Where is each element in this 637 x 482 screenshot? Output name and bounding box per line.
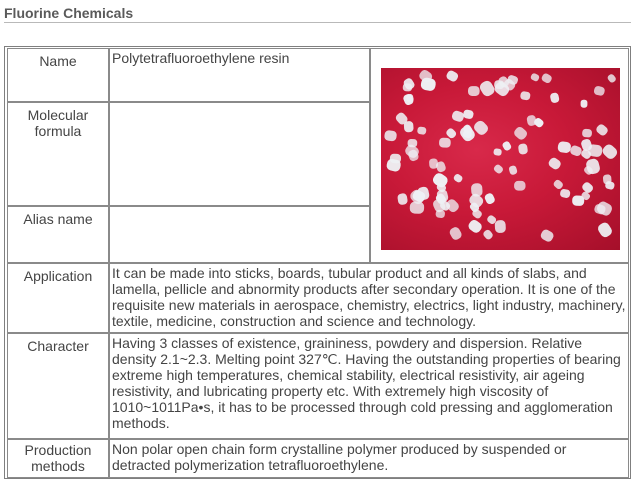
granule [539,228,555,243]
granule [403,83,413,91]
molecular-formula-value-cell [109,102,370,206]
granule [569,144,583,157]
granule [581,100,588,108]
granule [552,179,564,191]
granule [501,140,512,151]
production-methods-label: Production methods [24,442,92,474]
granule [601,142,620,160]
production-methods-value-cell [109,439,629,478]
name-value: Polytetrafluoroethylene resin [112,50,290,66]
granule [495,220,506,233]
granule [581,181,595,195]
application-value-cell [109,263,629,333]
alias-name-label-cell [7,206,109,263]
granule [514,181,525,191]
name-label-cell [7,48,109,102]
granule [484,192,496,205]
character-value: Having 3 classes of existence, graininess, powdery and dispersion. Relative density 2.1~2.3. Melting point 327℃. Having the outstanding properties of bearing extreme high temperatures, chemical stability, electrical resistivity, air ageing resistivity, and lubricating property etc. With extremely high viscosity of 1010~1011Pa•s, it has to be processed through cold pressing and agglomeration methods. [112,335,621,431]
granule [595,123,610,137]
granule [384,130,397,142]
granule [596,221,614,239]
application-label-cell [7,263,109,333]
ptfe-resin-granules-photo [381,68,620,250]
granule [458,124,477,143]
production-methods-label-cell [7,439,109,478]
granule [445,127,458,140]
character-label: Character [27,338,89,354]
granule [467,218,484,234]
molecular-formula-label-cell [7,102,109,206]
granule [493,148,502,156]
granule [593,85,605,96]
title-divider [4,22,631,23]
granule [520,91,531,101]
granule [518,143,528,155]
granule [549,92,559,104]
granule [462,109,474,120]
granule [582,129,592,138]
granule [603,174,612,184]
alias-name-label: Alias name [23,211,93,227]
granule [451,110,465,123]
granule [606,73,617,84]
granule [557,141,571,154]
granule [478,79,496,98]
granule [572,195,584,206]
granule [453,173,464,184]
granule [417,126,427,135]
granule [429,158,438,169]
page-title: Fluorine Chemicals [4,5,134,21]
application-value: It can be made into sticks, boards, tubular product and all kinds of slabs, and lamella, pellicle and abnormity products after secondary operation. It is one of the requisite new materials in aerospace, chemistry, electrics, light industry, machinery, textile, medicine, construction and science and technology. [112,265,626,329]
granule [445,69,459,83]
granule [540,72,553,84]
granule [512,125,528,141]
application-label: Application [23,268,93,284]
granule [493,163,505,174]
granule [508,165,518,176]
granule [397,193,408,206]
granule [530,72,540,82]
character-label-cell [7,333,109,439]
name-value-cell [109,48,370,102]
granule [482,228,494,240]
granule [595,200,614,218]
granule [547,156,562,171]
granule [468,86,480,96]
granule [431,171,450,189]
granules-graphic [381,68,620,250]
granule [390,154,401,164]
character-value-cell [109,333,629,439]
granule [448,226,463,242]
production-methods-value: Non polar open chain form crystalline polymer produced by suspended or detracted polymerization tetrafluoroethylene. [112,441,567,473]
name-label: Name [39,53,77,69]
molecular-formula-label: Molecular formula [27,107,89,139]
alias-name-value-cell [109,206,370,263]
granule [559,188,570,198]
granule [439,138,451,148]
